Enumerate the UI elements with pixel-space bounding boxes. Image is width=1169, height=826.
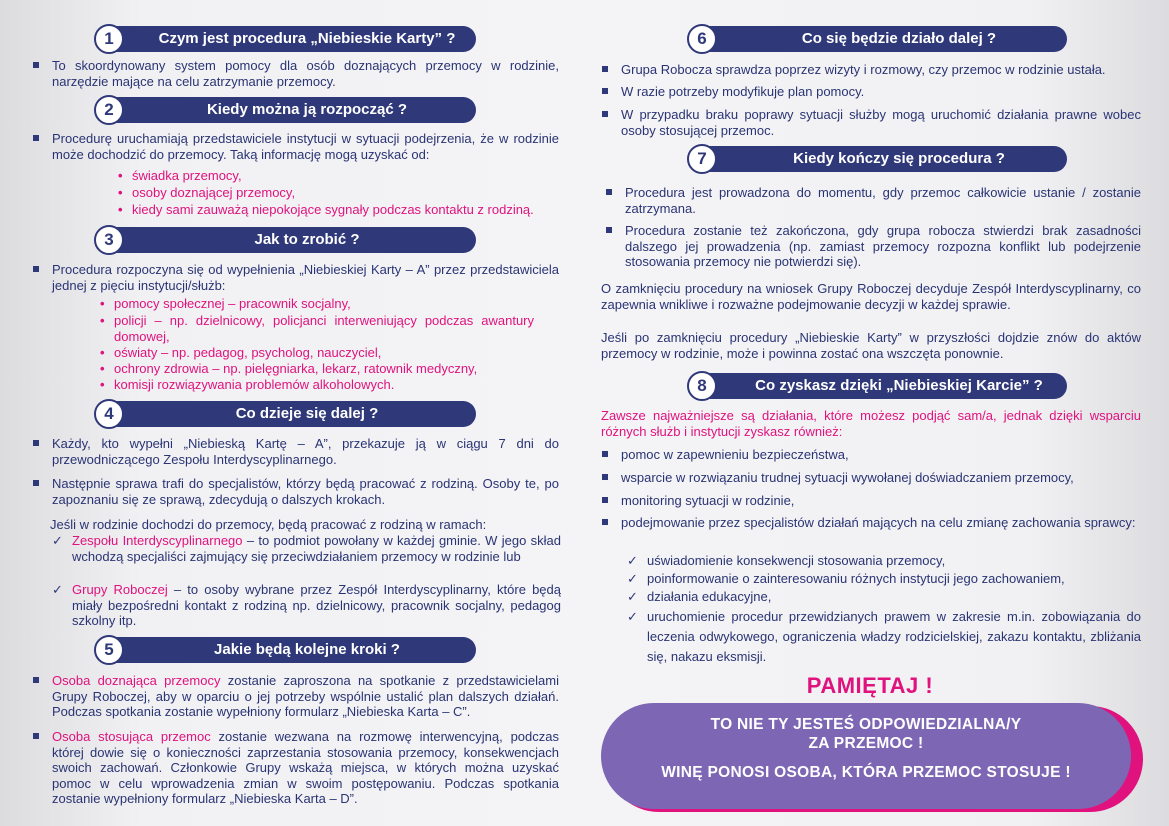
section-7-header [687, 144, 1067, 174]
section-5-text: Osoba stosująca przemoc zostanie wezwana na rozmowę interwencyjną, podczas której dowie się o konieczności zaprzestania stosowania przemocy, konsekwencjach swoich zachowań. Członkowie Grupy wskażą miejsca, w których można uzyskać pomoc w celu wprowadzenia zmian w swoim postępowaniu. Podczas spotkania zostanie wypełniony formularz „Niebieska Karta – D”. [52, 729, 559, 806]
section-8-text: pomoc w zapewnieniu bezpieczeństwa, [621, 447, 1141, 463]
check-icon: ✓ [627, 609, 638, 624]
section-8-intro: Zawsze najważniejsze są działania, które możesz podjąć sam/a, jednak dzięki wsparciu różnych służb i instytucji zyskasz również: [601, 408, 1141, 439]
section-4-title: Co dzieje się dalej ? [112, 401, 476, 427]
section-8-text: monitoring sytuacji w rodzinie, [621, 493, 1141, 509]
section-5-title: Jakie będą kolejne kroki ? [112, 637, 476, 663]
section-1-number: 1 [94, 24, 124, 54]
section-8-title: Co zyskasz dzięki „Niebieskiej Karcie” ? [705, 373, 1067, 399]
check-item: ✓ uruchomienie procedur przewidzianych prawem w zakresie m.in. zobowiązania do leczenia odwykowego, ograniczenia władzy rodzicielskiej, zakazu kontaktu, zbliżania się, nakazu eksmisji. [627, 609, 1141, 664]
section-1-text: To skoordynowany system pomocy dla osób doznających przemocy w rodzinie, narzędzie mające na celu zatrzymanie przemocy. [52, 58, 559, 89]
section-7-paragraph: Jeśli po zamknięciu procedury „Niebieskie Karty” w przyszłości dojdzie znów do aktów przemocy w rodzinie, może i powinna zostać ona wszczęta ponownie. [601, 330, 1141, 361]
section-7-title: Kiedy kończy się procedura ? [705, 146, 1067, 172]
section-2-header [94, 95, 476, 125]
banner-line: ZA PRZEMOC ! [808, 735, 924, 752]
section-8-header [687, 371, 1067, 401]
banner-line: TO NIE TY JESTEŚ ODPOWIEDZIALNA/Y [710, 716, 1022, 733]
check-icon: ✓ [627, 571, 638, 586]
section-6-text: W razie potrzeby modyfikuje plan pomocy. [621, 84, 1141, 100]
section-7-paragraph: O zamknięciu procedury na wniosek Grupy Roboczej decyduje Zespół Interdyscyplinarny, co zapewnia wnikliwe i rozważne podejmowanie decyzji w każdej sprawie. [601, 281, 1141, 312]
section-4-text: Następnie sprawa trafi do specjalistów, którzy będą pracować z rodziną. Osoby te, po zapoznaniu się ze sprawą, zdecydują o dalszych krokach. [52, 476, 559, 507]
check-icon: ✓ [52, 533, 63, 548]
check-icon: ✓ [627, 553, 638, 568]
check-icon: ✓ [627, 589, 638, 604]
list-item: • policji – np. dzielnicowy, policjanci interweniujący podczas awantury domowej, [100, 313, 534, 344]
section-4-text: Każdy, kto wypełni „Niebieską Kartę – A”, przekazuje ją w ciągu 7 dni do przewodniczącego Zespołu Interdyscyplinarnego. [52, 436, 559, 467]
section-3-text: Procedura rozpoczyna się od wypełnienia „Niebieskiej Karty – A” przez przedstawiciela jednej z pięciu instytucji/służb: [52, 262, 559, 293]
section-7-number: 7 [687, 144, 717, 174]
list-item: • świadka przemocy, [118, 168, 242, 183]
section-8-text: podejmowanie przez specjalistów działań mających na celu zmianę zachowania sprawcy: [621, 515, 1141, 531]
list-item: • komisji rozwiązywania problemów alkoholowych. [100, 377, 395, 392]
check-item: ✓ poinformowanie o zainteresowaniu różnych instytucji jego zachowaniem, [627, 571, 1065, 586]
list-item: • oświaty – np. pedagog, psycholog, nauczyciel, [100, 345, 382, 360]
section-2-number: 2 [94, 95, 124, 125]
section-7-text: Procedura jest prowadzona do momentu, gdy przemoc całkowicie ustanie / zostanie zatrzymana. [625, 185, 1141, 216]
banner-line: WINĘ PONOSI OSOBA, KTÓRA PRZEMOC STOSUJE ! [661, 764, 1071, 781]
section-4-intro: Jeśli w rodzinie dochodzi do przemocy, będą pracować z rodziną w ramach: [50, 517, 487, 532]
list-item: • ochrony zdrowia – np. pielęgniarka, lekarz, ratownik medyczny, [100, 361, 478, 376]
section-1-header [94, 24, 476, 54]
section-3-title: Jak to zrobić ? [112, 227, 476, 253]
section-3-number: 3 [94, 225, 124, 255]
section-7-text: Procedura zostanie też zakończona, gdy grupa robocza stwierdzi brak zasadności dalszego jej prowadzenia (np. zamiast przemocy rozpozna konflikt lub podejrzenie stosowania przemocy nie potwierdzi się). [625, 223, 1141, 269]
list-item: • pomocy społecznej – pracownik socjalny, [100, 296, 351, 311]
section-2-text: Procedurę uruchamiają przedstawiciele instytucji w sytuacji podejrzenia, że w rodzinie może dochodzić do przemocy. Taką informację mogą uzyskać od: [52, 131, 559, 162]
check-item: ✓ Zespołu Interdyscyplinarnego – to podmiot powołany w każdej gminie. W jego skład wchodzą specjaliści zajmujący się przeciwdziałaniem przemocy w rodzinie lub [52, 533, 561, 564]
section-3-header [94, 225, 476, 255]
section-5-text: Osoba doznająca przemocy zostanie zaproszona na spotkanie z przedstawicielami Grupy Roboczej, aby w oparciu o jej potrzeby wspólnie ustalić plan dalszych działań. Podczas spotkania zostanie wypełniony formularz „Niebieska Karta – C”. [52, 673, 559, 719]
section-2-title: Kiedy można ją rozpocząć ? [112, 97, 476, 123]
section-6-text: Grupa Robocza sprawdza poprzez wizyty i rozmowy, czy przemoc w rodzinie ustała. [621, 62, 1141, 78]
check-item: ✓ działania edukacyjne, [627, 589, 772, 604]
section-6-title: Co się będzie działo dalej ? [705, 26, 1067, 52]
section-4-header [94, 399, 476, 429]
section-5-header [94, 635, 476, 665]
list-item: • kiedy sami zauważą niepokojące sygnały podczas kontaktu z rodziną. [118, 202, 534, 217]
section-6-header [687, 24, 1067, 54]
check-item: ✓ Grupy Roboczej – to osoby wybrane przez Zespół Interdyscyplinarny, które będą miały bezpośredni kontakt z rodziną np. dzielnicowy, pracownik socjalny, pedagog szkolny itp. [52, 582, 561, 628]
check-icon: ✓ [52, 582, 63, 597]
section-6-number: 6 [687, 24, 717, 54]
section-1-title: Czym jest procedura „Niebieskie Karty” ? [112, 26, 476, 52]
section-4-number: 4 [94, 399, 124, 429]
section-6-text: W przypadku braku poprawy sytuacji służby mogą uruchomić działania prawne wobec osoby stosującej przemoc. [621, 107, 1141, 138]
section-8-text: wsparcie w rozwiązaniu trudnej sytuacji wywołanej doświadczaniem przemocy, [621, 470, 1141, 486]
section-5-number: 5 [94, 635, 124, 665]
warning-banner [601, 703, 1131, 809]
check-item: ✓ uświadomienie konsekwencji stosowania przemocy, [627, 553, 946, 568]
list-item: • osoby doznającej przemocy, [118, 185, 296, 200]
section-8-number: 8 [687, 371, 717, 401]
remember-heading: PAMIĘTAJ ! [806, 673, 934, 698]
